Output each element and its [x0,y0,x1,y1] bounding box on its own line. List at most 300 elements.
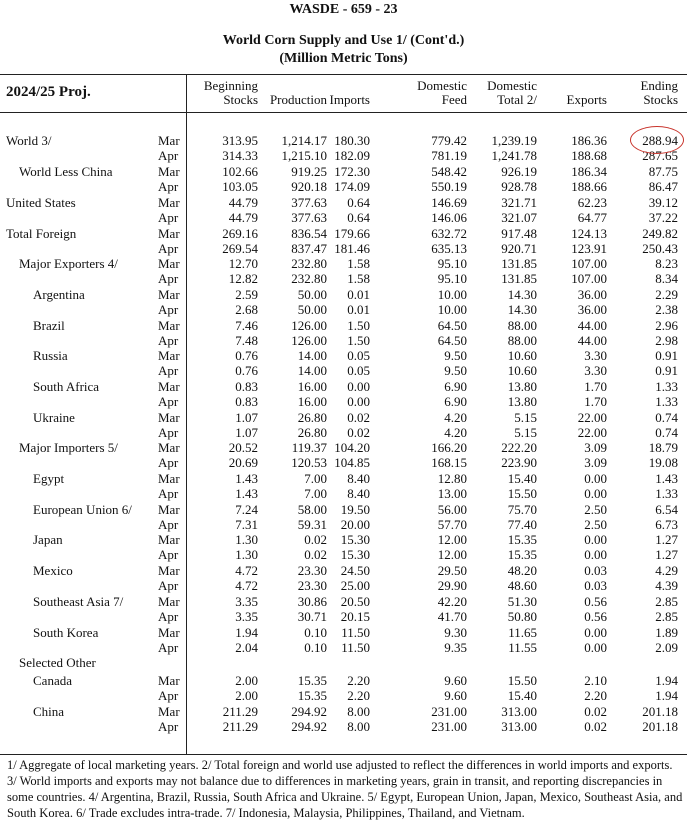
table-cell: 15.50 [507,486,537,501]
row-label: Southeast Asia 7/ [33,594,124,609]
table-cell: 12.80 [437,471,467,486]
table-cell: 314.33 [222,148,258,163]
month-label: Mar [158,502,180,517]
table-cell: 2.00 [235,673,258,688]
row-label: South Korea [33,625,99,640]
table-cell: 179.66 [334,226,370,241]
table-cell: 0.56 [584,594,607,609]
month-label: Apr [158,148,179,163]
table-cell: 2.68 [235,302,258,317]
row-label: United States [6,195,76,210]
table-cell: 44.79 [228,195,258,210]
table-cell: 20.00 [340,517,370,532]
table-cell: 64.50 [437,333,467,348]
table-cell: 7.31 [235,517,258,532]
row-label: Mexico [33,563,73,578]
table-cell: 13.80 [507,394,537,409]
table-cell: 0.74 [655,425,678,440]
table-cell: 4.72 [235,563,258,578]
table-cell: 231.00 [431,704,467,719]
table-cell: 232.80 [291,256,327,271]
table-cell: 36.00 [577,302,607,317]
column-header [270,93,327,107]
column-header-line: Domestic [417,78,467,93]
table-cell: 321.07 [501,210,537,225]
table-cell: 781.19 [431,148,467,163]
table-cell: 635.13 [431,241,467,256]
table-cell: 0.02 [304,547,327,562]
label-column-divider [186,75,187,754]
table-cell: 1.43 [235,486,258,501]
column-header-line: Beginning [203,78,258,93]
top-rule [0,74,687,75]
table-cell: 2.20 [347,673,370,688]
table-cell: 25.00 [340,578,370,593]
table-cell: 8.40 [347,486,370,501]
month-label: Apr [158,179,179,194]
table-cell: 12.70 [228,256,258,271]
table-cell: 321.71 [501,195,537,210]
month-label: Apr [158,302,179,317]
column-header-line: Domestic [487,78,537,93]
table-cell: 14.30 [507,287,537,302]
column-header-line: Ending [640,78,678,93]
table-cell: 86.47 [648,179,678,194]
table-cell: 223.90 [501,455,537,470]
table-cell: 23.30 [297,578,327,593]
table-cell: 120.53 [291,455,327,470]
table-cell: 4.39 [655,578,678,593]
table-cell: 6.73 [655,517,678,532]
table-cell: 4.20 [444,425,467,440]
table-cell: 14.00 [297,363,327,378]
table-cell: 50.80 [507,609,537,624]
month-label: Mar [158,704,180,719]
table-cell: 1.94 [655,673,678,688]
month-label: Apr [158,719,179,734]
table-cell: 104.85 [334,455,370,470]
table-cell: 211.29 [222,719,258,734]
table-cell: 1.33 [655,486,678,501]
table-cell: 9.60 [444,688,467,703]
table-cell: 1.70 [584,379,607,394]
table-cell: 58.00 [297,502,327,517]
table-cell: 0.76 [235,348,258,363]
table-cell: 0.02 [584,704,607,719]
table-cell: 64.50 [437,318,467,333]
month-label: Mar [158,440,180,455]
table-cell: 29.50 [437,563,467,578]
table-cell: 24.50 [340,563,370,578]
month-label: Mar [158,379,180,394]
table-cell: 0.83 [235,379,258,394]
row-label: China [33,704,65,719]
table-cell: 0.00 [584,486,607,501]
table-cell: 0.00 [584,640,607,655]
table-cell: 0.00 [584,547,607,562]
table-cell: 2.20 [584,688,607,703]
month-label: Apr [158,609,179,624]
table-cell: 1.30 [235,532,258,547]
table-cell: 294.92 [291,719,327,734]
table-cell: 4.20 [444,410,467,425]
table-cell: 15.35 [297,673,327,688]
month-label: Mar [158,410,180,425]
table-cell: 0.01 [347,302,370,317]
table-cell: 88.00 [507,333,537,348]
table-cell: 131.85 [501,271,537,286]
table-cell: 6.90 [444,379,467,394]
table-cell: 14.00 [297,348,327,363]
table-cell: 57.70 [437,517,467,532]
table-cell: 231.00 [431,719,467,734]
month-label: Mar [158,625,180,640]
table-cell: 37.22 [648,210,678,225]
table-cell: 222.20 [501,440,537,455]
row-label: Japan [33,532,63,547]
table-cell: 42.20 [437,594,467,609]
table-cell: 56.00 [437,502,467,517]
month-label: Apr [158,640,179,655]
table-cell: 0.83 [235,394,258,409]
table-cell: 20.52 [228,440,258,455]
table-cell: 15.35 [507,532,537,547]
table-cell: 919.25 [291,164,327,179]
table-cell: 250.43 [642,241,678,256]
bottom-rule [0,754,687,755]
month-label: Apr [158,547,179,562]
row-label: Total Foreign [6,226,77,241]
column-header [567,93,607,107]
table-cell: 313.95 [222,133,258,148]
table-cell: 0.76 [235,363,258,378]
table-cell: 107.00 [571,271,607,286]
table-cell: 16.00 [297,394,327,409]
table-cell: 2.85 [655,594,678,609]
table-cell: 7.00 [304,486,327,501]
table-cell: 2.10 [584,673,607,688]
table-cell: 1.33 [655,379,678,394]
column-header-line: Imports [329,92,370,107]
table-title: World Corn Supply and Use 1/ (Cont'd.) [222,33,465,48]
table-cell: 232.80 [291,271,327,286]
table-cell: 1.89 [655,625,678,640]
table-cell: 0.03 [584,563,607,578]
table-cell: 126.00 [291,318,327,333]
table-cell: 10.60 [507,348,537,363]
table-cell: 1,239.19 [491,133,537,148]
table-cell: 2.96 [655,318,678,333]
month-label: Apr [158,455,179,470]
table-cell: 377.63 [291,195,327,210]
table-cell: 8.00 [347,719,370,734]
table-cell: 182.09 [334,148,370,163]
table-cell: 15.40 [507,688,537,703]
table-cell: 11.55 [508,640,537,655]
table-cell: 14.30 [507,302,537,317]
row-label: Selected Other [19,655,96,670]
footnote: 1/ Aggregate of local marketing years. 2/ Total foreign and world use adjusted to reflect the differences in world imports and exports. 3/ World imports and exports may not balance due to differences in marketing years, grain in transit, and reporting discrepancies in some countries. 4/ Argentina, Brazil, Russia, South Africa and Ukraine. 5/ Egypt, European Union, Japan, Mexico, Southeast Asia, and South Korea. 6/ Trade excludes intra-trade. 7/ Indonesia, Malaysia, Philippines, Thailand, and Vietnam. [7,758,683,820]
table-cell: 62.23 [577,195,607,210]
table-cell: 0.02 [304,532,327,547]
row-label: World Less China [19,164,113,179]
month-label: Mar [158,471,180,486]
table-cell: 1.50 [347,333,370,348]
column-header-line: Production [269,92,327,107]
table-cell: 44.00 [577,318,607,333]
table-cell: 20.69 [228,455,258,470]
table-cell: 77.40 [507,517,537,532]
table-cell: 0.91 [655,363,678,378]
table-cell: 15.30 [340,532,370,547]
column-header [330,93,370,107]
table-cell: 146.69 [431,195,467,210]
table-cell: 377.63 [291,210,327,225]
table-cell: 10.00 [437,287,467,302]
table-cell: 0.64 [347,195,370,210]
table-cell: 0.02 [584,719,607,734]
table-cell: 15.35 [507,547,537,562]
table-cell: 1.94 [235,625,258,640]
table-cell: 1,215.10 [281,148,327,163]
table-cell: 2.20 [347,688,370,703]
row-label: Argentina [33,287,85,302]
projection-label: 2024/25 Proj. [6,84,91,100]
table-cell: 146.06 [431,210,467,225]
table-cell: 269.16 [222,226,258,241]
highlight-circle [630,126,684,154]
table-cell: 1.94 [655,688,678,703]
table-cell: 313.00 [501,719,537,734]
table-cell: 1.30 [235,547,258,562]
row-label: Canada [33,673,72,688]
table-cell: 59.31 [297,517,327,532]
month-label: Mar [158,348,180,363]
table-cell: 3.09 [584,440,607,455]
table-cell: 928.78 [501,179,537,194]
table-cell: 2.04 [235,640,258,655]
table-cell: 294.92 [291,704,327,719]
table-cell: 0.00 [347,394,370,409]
table-cell: 836.54 [291,226,327,241]
column-header [417,79,467,107]
table-cell: 180.30 [334,133,370,148]
table-cell: 269.54 [222,241,258,256]
table-cell: 201.18 [642,719,678,734]
table-cell: 3.35 [235,594,258,609]
row-label: South Africa [33,379,100,394]
table-cell: 4.29 [655,563,678,578]
table-cell: 0.74 [655,410,678,425]
table-cell: 6.90 [444,394,467,409]
column-header [640,79,678,107]
table-cell: 1.58 [347,256,370,271]
month-label: Apr [158,394,179,409]
month-label: Apr [158,271,179,286]
table-cell: 0.05 [347,363,370,378]
table-cell: 0.00 [347,379,370,394]
month-label: Apr [158,517,179,532]
table-cell: 124.13 [571,226,607,241]
table-cell: 20.15 [340,609,370,624]
report-id: WASDE - 659 - 23 [289,2,398,17]
table-cell: 2.09 [655,640,678,655]
table-cell: 288.94 [642,133,678,148]
table-cell: 920.18 [291,179,327,194]
table-cell: 9.60 [444,673,467,688]
table-cell: 95.10 [437,271,467,286]
column-header [204,79,258,107]
table-cell: 548.42 [431,164,467,179]
month-label: Mar [158,318,180,333]
table-cell: 50.00 [297,302,327,317]
table-cell: 18.79 [648,440,678,455]
table-cell: 1.70 [584,394,607,409]
table-cell: 22.00 [577,410,607,425]
table-cell: 12.82 [228,271,258,286]
table-cell: 0.01 [347,287,370,302]
table-cell: 0.02 [347,425,370,440]
table-cell: 0.64 [347,210,370,225]
table-cell: 87.75 [648,164,678,179]
table-cell: 0.00 [584,625,607,640]
row-label: Egypt [33,471,65,486]
table-cell: 102.66 [222,164,258,179]
table-cell: 8.34 [655,271,678,286]
month-label: Mar [158,563,180,578]
table-cell: 313.00 [501,704,537,719]
table-cell: 48.20 [507,563,537,578]
table-cell: 186.36 [571,133,607,148]
table-cell: 188.68 [571,148,607,163]
row-label: European Union 6/ [33,502,132,517]
table-cell: 13.80 [507,379,537,394]
table-cell: 1.07 [235,410,258,425]
table-cell: 920.71 [501,241,537,256]
table-cell: 9.50 [444,348,467,363]
table-cell: 8.40 [347,471,370,486]
table-cell: 15.30 [340,547,370,562]
table-cell: 3.09 [584,455,607,470]
table-cell: 3.30 [584,363,607,378]
table-cell: 9.50 [444,363,467,378]
column-header [487,79,537,107]
month-label: Apr [158,578,179,593]
table-cell: 50.00 [297,287,327,302]
month-label: Mar [158,594,180,609]
month-label: Apr [158,363,179,378]
header-rule [0,112,687,113]
table-cell: 0.91 [655,348,678,363]
table-cell: 19.50 [340,502,370,517]
month-label: Mar [158,164,180,179]
table-cell: 172.30 [334,164,370,179]
table-cell: 15.35 [297,688,327,703]
table-cell: 0.05 [347,348,370,363]
table-cell: 1.33 [655,394,678,409]
month-label: Mar [158,195,180,210]
column-header-line: Feed [441,92,467,107]
table-cell: 8.00 [347,704,370,719]
table-cell: 5.15 [514,425,537,440]
table-cell: 39.12 [648,195,678,210]
table-cell: 11.50 [341,640,370,655]
table-cell: 632.72 [431,226,467,241]
row-label: Ukraine [33,410,75,425]
table-cell: 1,241.78 [491,148,537,163]
table-cell: 1.50 [347,318,370,333]
table-cell: 20.50 [340,594,370,609]
month-label: Apr [158,210,179,225]
table-cell: 0.00 [584,532,607,547]
table-cell: 6.54 [655,502,678,517]
table-cell: 0.02 [347,410,370,425]
column-header-line: Stocks [223,92,258,107]
table-cell: 23.30 [297,563,327,578]
table-cell: 30.71 [297,609,327,624]
table-cell: 2.50 [584,517,607,532]
table-cell: 168.15 [431,455,467,470]
row-label: Russia [33,348,68,363]
table-cell: 1.27 [655,532,678,547]
table-cell: 15.40 [507,471,537,486]
table-cell: 9.35 [444,640,467,655]
column-header-line: Total 2/ [497,92,537,107]
column-header-line: Stocks [643,92,678,107]
table-cell: 1,214.17 [281,133,327,148]
table-cell: 0.56 [584,609,607,624]
month-label: Mar [158,226,180,241]
table-cell: 51.30 [507,594,537,609]
table-cell: 30.86 [297,594,327,609]
table-cell: 9.30 [444,625,467,640]
table-cell: 44.00 [577,333,607,348]
table-cell: 10.00 [437,302,467,317]
table-cell: 917.48 [501,226,537,241]
table-cell: 166.20 [431,440,467,455]
table-cell: 249.82 [642,226,678,241]
table-cell: 104.20 [334,440,370,455]
table-cell: 1.43 [655,471,678,486]
table-cell: 36.00 [577,287,607,302]
table-cell: 119.37 [291,440,327,455]
table-cell: 186.34 [571,164,607,179]
table-cell: 7.46 [235,318,258,333]
table-cell: 0.03 [584,578,607,593]
month-label: Apr [158,486,179,501]
table-cell: 22.00 [577,425,607,440]
table-cell: 41.70 [437,609,467,624]
table-cell: 29.90 [437,578,467,593]
table-cell: 26.80 [297,425,327,440]
table-cell: 8.23 [655,256,678,271]
table-cell: 10.60 [507,363,537,378]
table-cell: 13.00 [437,486,467,501]
table-cell: 12.00 [437,532,467,547]
table-cell: 19.08 [648,455,678,470]
table-cell: 926.19 [501,164,537,179]
table-cell: 48.60 [507,578,537,593]
table-cell: 181.46 [334,241,370,256]
row-label: Brazil [33,318,65,333]
table-cell: 7.48 [235,333,258,348]
table-cell: 44.79 [228,210,258,225]
table-cell: 7.24 [235,502,258,517]
table-cell: 211.29 [222,704,258,719]
row-label: Major Exporters 4/ [19,256,118,271]
table-cell: 5.15 [514,410,537,425]
table-cell: 837.47 [291,241,327,256]
